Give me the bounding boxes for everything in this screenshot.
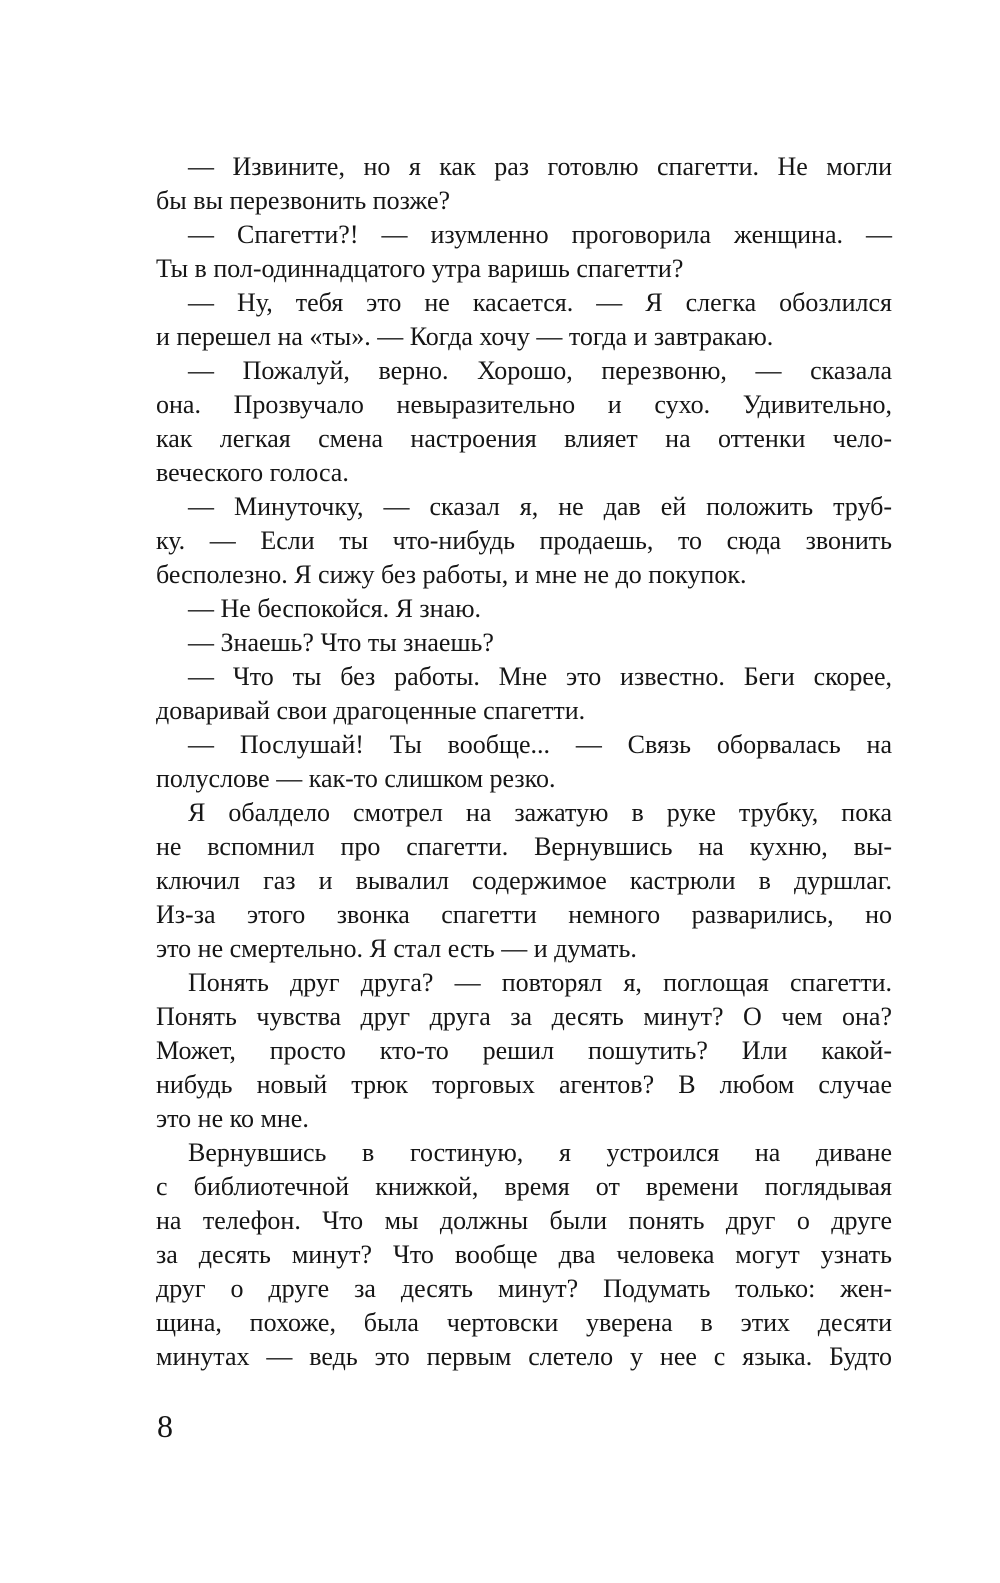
text-line: Ты в пол-одиннадцатого утра варишь спагетти? xyxy=(156,254,684,283)
text-line: — Послушай! Ты вообще... — Связь оборвалась на xyxy=(188,730,892,759)
text-line: не вспомнил про спагетти. Вернувшись на кухню, вы- xyxy=(156,832,892,861)
text-line: — Что ты без работы. Мне это известно. Беги скорее, xyxy=(188,662,892,691)
text-line: Может, просто кто-то решил пошутить? Или какой- xyxy=(156,1036,892,1065)
text-line: она. Прозвучало невыразительно и сухо. Удивительно, xyxy=(156,390,892,419)
text-line: — Пожалуй, верно. Хорошо, перезвоню, — сказала xyxy=(188,356,892,385)
text-line: как легкая смена настроения влияет на оттенки чело- xyxy=(156,424,892,453)
page-number: 8 xyxy=(157,1408,173,1444)
text-line: — Спагетти?! — изумленно проговорила женщина. — xyxy=(188,220,892,249)
text-line: — Не беспокойся. Я знаю. xyxy=(188,594,482,623)
text-line: друг о друге за десять минут? Подумать только: жен- xyxy=(156,1274,892,1303)
text-line: — Ну, тебя это не касается. — Я слегка обозлился xyxy=(188,288,892,317)
text-line: веческого голоса. xyxy=(156,458,349,487)
text-line: с библиотечной книжкой, время от времени поглядывая xyxy=(156,1172,892,1201)
text-line: за десять минут? Что вообще два человека могут узнать xyxy=(156,1240,892,1269)
text-line: — Извините, но я как раз готовлю спагетти. Не могли xyxy=(188,152,892,181)
text-line: Понять друг друга? — повторял я, поглощая спагетти. xyxy=(188,968,892,997)
text-line: — Знаешь? Что ты знаешь? xyxy=(188,628,494,657)
text-line: на телефон. Что мы должны были понять друг о друге xyxy=(156,1206,892,1235)
text-line: ключил газ и вывалил содержимое кастрюли в дуршлаг. xyxy=(156,866,892,895)
text-line: Из-за этого звонка спагетти немного разварились, но xyxy=(156,900,892,929)
text-line: это не ко мне. xyxy=(156,1104,309,1133)
text-line: ку. — Если ты что-нибудь продаешь, то сюда звонить xyxy=(156,526,892,555)
text-block xyxy=(156,150,892,1374)
text-line: это не смертельно. Я стал есть — и думать. xyxy=(156,934,637,963)
text-line: доваривай свои драгоценные спагетти. xyxy=(156,696,586,725)
text-line: полуслове — как-то слишком резко. xyxy=(156,764,556,793)
text-line: бесполезно. Я сижу без работы, и мне не до покупок. xyxy=(156,560,747,589)
text-line: бы вы перезвонить позже? xyxy=(156,186,451,215)
text-line: нибудь новый трюк торговых агентов? В любом случае xyxy=(156,1070,892,1099)
text-line: Вернувшись в гостиную, я устроился на диване xyxy=(188,1138,892,1167)
text-line: Я обалдело смотрел на зажатую в руке трубку, пока xyxy=(188,798,892,827)
text-line: и перешел на «ты». — Когда хочу — тогда и завтракаю. xyxy=(156,322,774,351)
text-line: щина, похоже, была чертовски уверена в этих десяти xyxy=(156,1308,892,1337)
text-line: Понять чувства друг друга за десять минут? О чем она? xyxy=(156,1002,892,1031)
text-line: минутах — ведь это первым слетело у нее с языка. Будто xyxy=(156,1342,892,1371)
text-line: — Минуточку, — сказал я, не дав ей положить труб- xyxy=(188,492,892,521)
